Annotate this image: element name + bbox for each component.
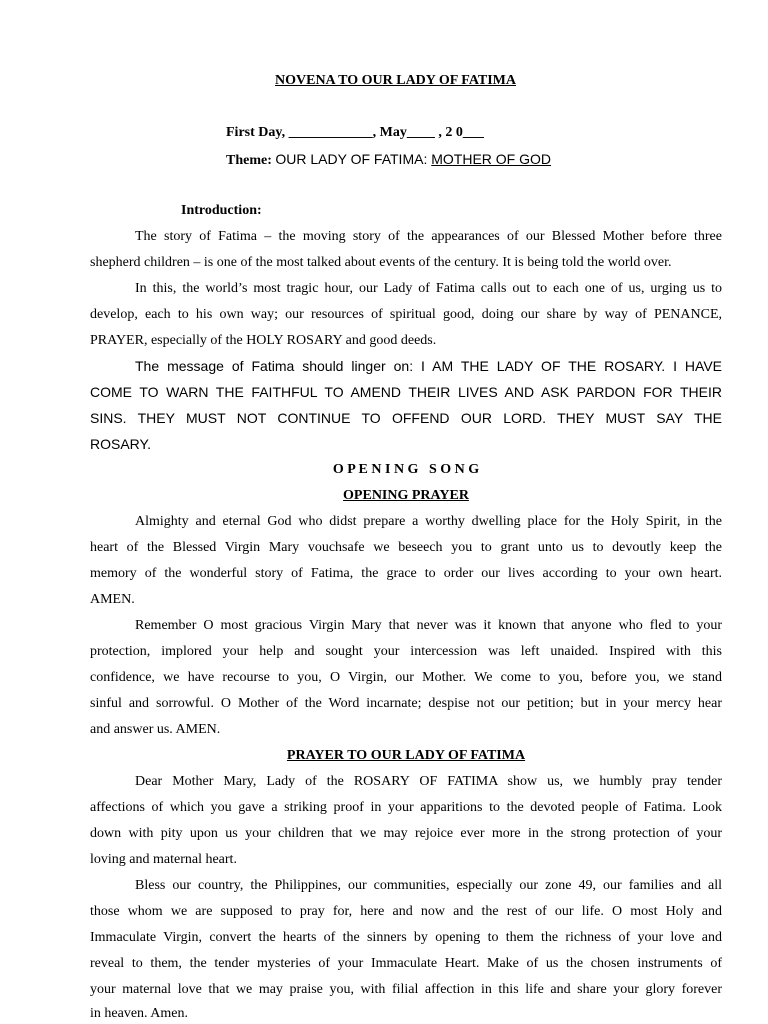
intro-p3-line4: ROSARY. [90,436,151,452]
opening-prayer-p1-line1: Almighty and eternal God who didst prepare a worthy dwelling place for the Holy Spirit, in the [135,514,722,529]
theme-text: OUR LADY OF FATIMA: [275,151,432,167]
intro-p1-line1: The story of Fatima – the moving story of the appearances of our Blessed Mother before three [135,229,722,244]
opening-prayer-p2-line2: protection, implored your help and sought your intercession was left unaided. Inspired with this [90,644,722,659]
prayer-fatima-heading: PRAYER TO OUR LADY OF FATIMA [286,748,526,763]
document-title: NOVENA TO OUR LADY OF FATIMA [275,73,516,88]
opening-prayer-p2-line5: and answer us. AMEN. [90,722,221,737]
prayer-fatima-p2-line2: those whom we are supposed to pray for, here and now and the rest of our life. O most Holy and [90,904,722,919]
opening-prayer-p1-line2: heart of the Blessed Virgin Mary vouchsafe we beseech you to grant unto us to devoutly keep the [90,540,722,555]
prayer-fatima-p1-line1: Dear Mother Mary, Lady of the ROSARY OF FATIMA show us, we humbly pray tender [135,774,722,789]
document-page [90,0,722,1024]
opening-song-heading: O P E N I N G S O N G [332,462,480,477]
prayer-fatima-p2-line1: Bless our country, the Philippines, our communities, especially our zone 49, our families and all [135,878,722,893]
intro-p3-line3: SINS. THEY MUST NOT CONTINUE TO OFFEND OUR LORD. THEY MUST SAY THE [90,410,722,426]
intro-p1-line2: shepherd children – is one of the most talked about events of the century. It is being told the world over. [90,255,672,270]
opening-prayer-p2-line3: confidence, we have recourse to you, O Virgin, our Mother. We come to you, before you, we stand [90,670,722,685]
prayer-fatima-p2-line5: your maternal love that we may praise you, with filial affection in this life and share your glory forever [90,982,722,997]
intro-p2-line1: In this, the world’s most tragic hour, our Lady of Fatima calls out to each one of us, urging us to [135,281,722,296]
prayer-fatima-p1-line3: down with pity upon us your children that we may rejoice ever more in the strong protection of your [90,826,722,841]
theme-label: Theme: [226,153,272,168]
opening-prayer-p1-line4: AMEN. [90,592,135,607]
theme-underlined: MOTHER OF GOD [431,151,552,167]
prayer-fatima-p1-line4: loving and maternal heart. [90,852,237,867]
opening-prayer-p2-line4: sinful and sorrowful. O Mother of the Word incarnate; despise not our petition; but in your mercy hear [90,696,722,711]
introduction-heading: Introduction: [181,203,262,218]
first-day-line: First Day, ____________, May____ , 2 0___ [226,125,484,140]
theme-line [226,151,551,169]
opening-prayer-heading: OPENING PRAYER [343,488,469,503]
opening-prayer-p1-line3: memory of the wonderful story of Fatima, the grace to order our lives according to your own heart. [90,566,722,581]
prayer-fatima-p2-line3: Immaculate Virgin, convert the hearts of the sinners by opening to them the richness of your love and [90,930,722,945]
opening-prayer-p2-line1: Remember O most gracious Virgin Mary that never was it known that anyone who fled to your [135,618,722,633]
intro-p2-line2: develop, each to his own way; our resources of spiritual good, doing our share by way of PENANCE, [90,307,722,322]
prayer-fatima-p2-line6: in heaven. Amen. [90,1006,188,1021]
prayer-fatima-p2-line4: reveal to them, the tender mysteries of your Immaculate Heart. Make of us the chosen instruments of [90,956,722,971]
intro-p2-line3: PRAYER, especially of the HOLY ROSARY and good deeds. [90,333,437,348]
intro-p3-line2: COME TO WARN THE FAITHFUL TO AMEND THEIR LIVES AND ASK PARDON FOR THEIR [90,384,722,400]
intro-p3-line1: The message of Fatima should linger on: I AM THE LADY OF THE ROSARY. I HAVE [135,358,722,374]
prayer-fatima-p1-line2: affections of which you gave a striking proof in your apparitions to the devoted people of Fatima. Look [90,800,722,815]
